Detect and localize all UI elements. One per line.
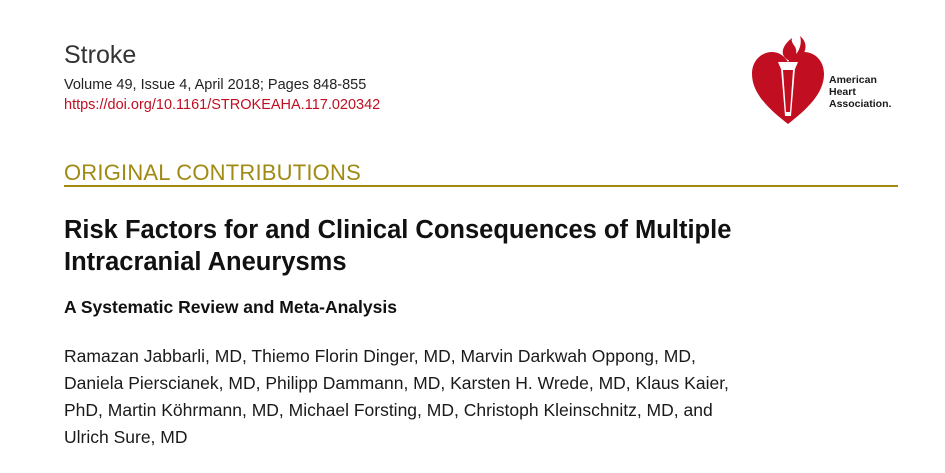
- journal-name: Stroke: [64, 41, 137, 69]
- author-line: Ulrich Sure, MD: [64, 427, 188, 447]
- author-line: Ramazan Jabbarli, MD, Thiemo Florin Dinger, MD, Marvin Darkwah Oppong, MD,: [64, 346, 696, 366]
- article-title: [64, 214, 904, 278]
- aha-wordmark: [829, 74, 891, 110]
- section-label: ORIGINAL CONTRIBUTIONS: [64, 160, 361, 185]
- author-list: [64, 343, 904, 451]
- author-line: Daniela Pierscianek, MD, Philipp Dammann, MD, Karsten H. Wrede, MD, Klaus Kaier,: [64, 373, 729, 393]
- aha-wordmark-line: Association.: [829, 98, 892, 110]
- section-divider: [64, 185, 898, 187]
- author-line: PhD, Martin Köhrmann, MD, Michael Forsting, MD, Christoph Kleinschnitz, MD, and: [64, 400, 713, 420]
- doi-link[interactable]: https://doi.org/10.1161/STROKEAHA.117.020342: [64, 97, 381, 113]
- volume-issue-pages: Volume 49, Issue 4, April 2018; Pages 848-855: [64, 77, 367, 93]
- aha-wordmark-line: Heart: [829, 86, 856, 98]
- article-subtitle: A Systematic Review and Meta-Analysis: [64, 297, 397, 317]
- article-title-line: Risk Factors for and Clinical Consequences of Multiple: [64, 216, 732, 244]
- aha-wordmark-line: American: [829, 74, 877, 86]
- article-title-line: Intracranial Aneurysms: [64, 248, 347, 276]
